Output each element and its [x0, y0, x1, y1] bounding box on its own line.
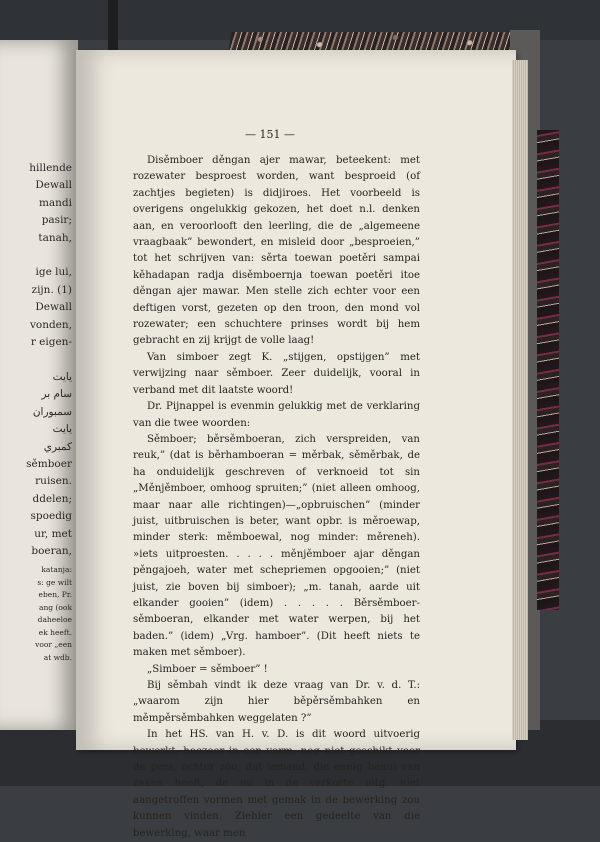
left-page-footnote-line: ek heeft.	[38, 627, 72, 637]
left-page-line: boeran,	[31, 544, 72, 557]
left-page-footnote-line: voor „een	[35, 640, 72, 650]
left-page-footnotes	[2, 564, 72, 664]
left-page-line: ruisen.	[35, 475, 72, 488]
paragraph: Dr. Pijnappel is evenmin gelukkig met de verklaring van die twee woorden:	[133, 401, 420, 429]
left-page-line: سمبوران	[32, 405, 72, 418]
paragraph: Bij sěmbah vindt ik deze vraag van Dr. v. d. T.: „waarom zijn hier běpěrsěmbahken en měmpěrsěmbahken weggelaten ?”	[133, 680, 420, 724]
left-page-footnote-line: at wdb.	[43, 652, 72, 662]
left-page-line: tanah,	[38, 231, 72, 244]
paragraph: Sěmboer; běrsěmboeran, zich verspreiden, van reuk,” (dat is běrhamboeran = měrbak, sěměrbak, de ha onduidelijk geschreven of verknoeid tot sin „Měnjěmboer, omhoog spruiten;” (niet alleen omhoog, maar naar alle richtingen)—„opbruischen” (minder juist, uitbruischen is beter, want opbr. is měroewap, minder sterk: měmboewal, nog minder: měreneh). »iets uitproesten. . . . . měnjěmboer ajar děngan pěngajoeh, water met schepriemen opgooien;” (niet juist, zie boven bij simboer); „m. tanah, aarde uit elkander gooien” (idem) . . . . . Běrsěmboer-sěmboeran, elkander met water werpen, bij het baden.” (idem) „Vrg. hamboer”. (Dit heeft niets te maken met sěmboer).	[133, 433, 420, 659]
left-page-line: يايت	[52, 370, 72, 383]
paragraph: Disěmboer děngan ajer mawar, beteekent: met rozewater besproest worden, want besproeid (of zachtjes begieten) is didjiroes. Het voorbeeld is overigens ongelukkig gekozen, het doet n.l. denken aan, en veroorlooft den leerling, die de „algemeene vraagbaak” bewondert, en misleid door „besproeien,” tot het schrijven van: sěrta toewan poetěri sampai kěhadapan radja disěmboernja toewan poetěri itoe děngan ajer mawar. Men stelle zich echter voor een deftigen vorst, gezeten op den troon, den mond vol rozewater; een schuchtere prinses wordt bij hem gebracht en zij krijgt de volle laag!	[133, 155, 420, 347]
left-page	[0, 40, 78, 730]
left-page-line: Dewall	[35, 179, 72, 192]
left-page-line: كمبري	[43, 440, 72, 453]
left-page-line: سام بر	[41, 388, 72, 401]
left-page-line: ige lui,	[35, 266, 72, 279]
left-page-line: pasir;	[41, 214, 72, 227]
left-page-line: ddelen;	[32, 492, 72, 505]
left-page-line: يايت	[52, 423, 72, 436]
left-page-line	[2, 351, 72, 368]
page-body	[133, 153, 420, 842]
left-page-footnote-line: s: ge wilt	[37, 577, 72, 587]
left-page-line	[2, 247, 72, 264]
paragraph: In het HS. van H. v. D. is dit woord uitvoerig bewerkt, hoezeer in een vorm, nog niet geschikt voor de pers, echter zóo, dat iemand, die eenig benul van zaken heeft, de nu in de verkorte uitg. niet aangetroffen vormen met gemak in de bewerking zou kunnen vinden. Ziehier een gedeelte van die bewerking, waar men	[133, 729, 420, 839]
book-edge-marbling	[537, 130, 559, 610]
left-page-text	[2, 160, 72, 664]
left-page-line: vonden,	[29, 318, 72, 331]
book-cover-marbling	[229, 32, 532, 50]
paragraph: „Simboer = sěmboer” !	[147, 663, 268, 675]
left-page-line: r eigen-	[30, 336, 72, 349]
page-edges	[512, 60, 528, 740]
left-page-line: zijn. (1)	[31, 283, 72, 296]
left-page-line: sěmboer	[26, 457, 72, 470]
left-page-line: hillende	[29, 162, 72, 174]
left-page-footnote-line: daheeloe	[37, 615, 72, 625]
left-page-line: mandi	[38, 196, 72, 209]
paragraph: Van simboer zegt K. „stijgen, opstijgen” met verwijzing naar sěmboer. Zeer duidelijk, vooral in verband met dit laatste woord!	[133, 351, 420, 396]
left-page-line: ur, met	[34, 527, 72, 540]
page-number: — 151 —	[245, 128, 295, 141]
left-page-footnote-line: katanja:	[41, 565, 72, 575]
left-page-line: Dewall	[35, 301, 72, 314]
left-page-line: spoedig	[30, 510, 72, 523]
left-page-footnote-line: eben, Pr.	[38, 590, 72, 600]
left-page-footnote-line: ang (ook	[39, 602, 72, 612]
